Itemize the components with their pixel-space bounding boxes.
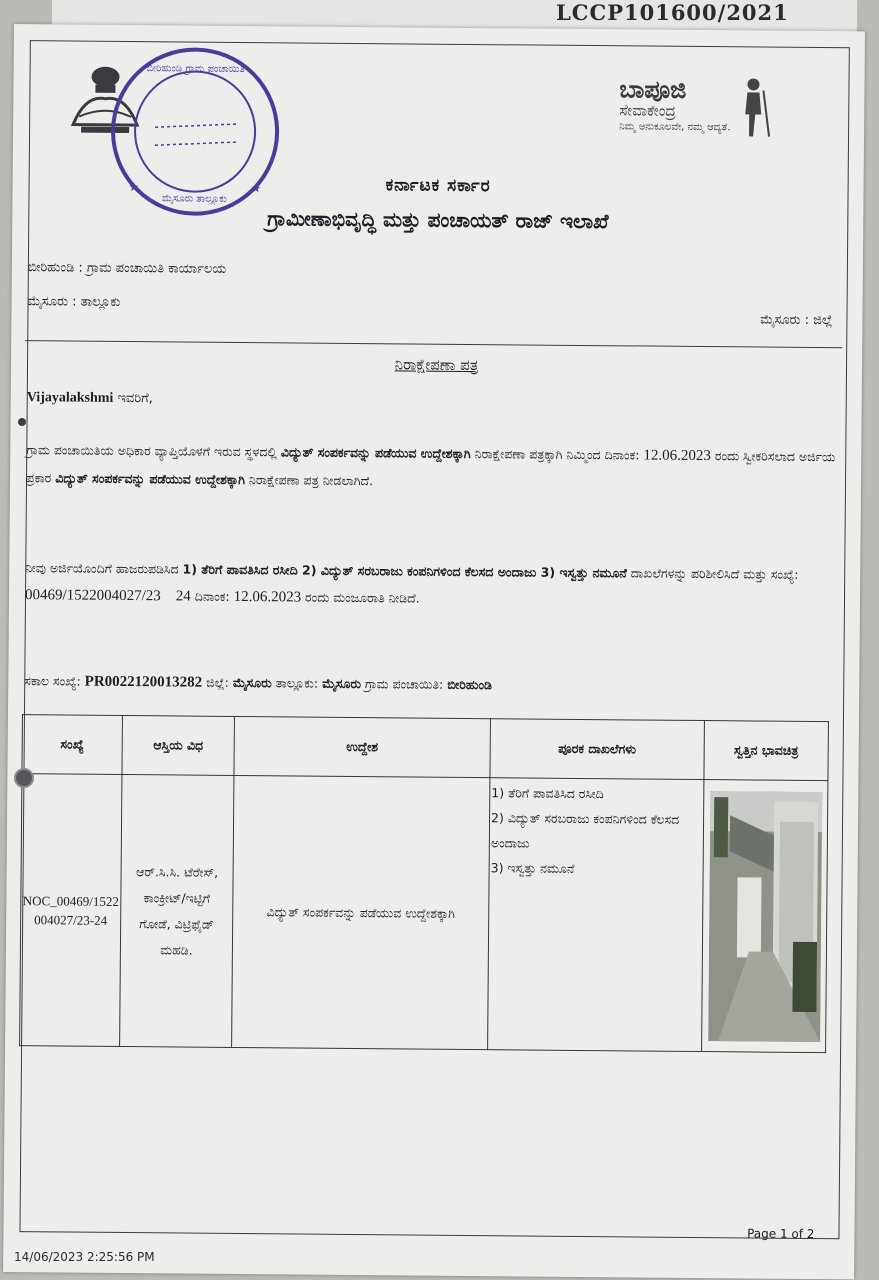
bapuji-seva-kendra-logo xyxy=(619,75,779,133)
brand-tagline: ನಿಮ್ಮ ಅನುಕೂಲವೇ, ನಮ್ಮ ಆದ್ಯತೆ. xyxy=(619,121,731,134)
salutation: Vijayalakshmi ಇವರಿಗೆ, xyxy=(26,390,153,407)
header-property-photo: ಸ್ವತ್ತಿನ ಭಾವಚಿತ್ರ xyxy=(704,721,829,781)
binder-screw xyxy=(14,768,34,788)
svg-text:ಮೈಸೂರು ತಾಲ್ಲೂಕು: ಮೈಸೂರು ತಾಲ್ಲೂಕು xyxy=(162,193,227,205)
doc-item-estimate: 2) ವಿದ್ಯುತ್ ಸರಬರಾಜು ಕಂಪನಿಗಳಿಂದ ಕೆಲಸದ ಅಂದಾಜು xyxy=(490,810,680,851)
panchayat-seal-stamp xyxy=(104,41,286,223)
property-photo xyxy=(708,791,822,1042)
cell-purpose: ವಿದ್ಯುತ್ ಸಂಪರ್ಕವನ್ನು ಪಡೆಯುವ ಉದ್ದೇಶಕ್ಕಾಗಿ xyxy=(232,775,490,1049)
cell-property-type: ಆರ್.ಸಿ.ಸಿ. ಟೆರೇಸ್, ಕಾಂಕ್ರೀಟ್/ಇಟ್ಟಿಗೆ ಗೋಡೆ, ವಿಟ್ರಿಫೈಡ್ ಮಹಡಿ. xyxy=(120,774,234,1047)
print-timestamp: 14/06/2023 2:25:56 PM xyxy=(14,1250,155,1264)
office-line: ಬೀರಿಹುಂಡಿ : ಗ್ರಾಮ ಪಂಚಾಯಿತಿ ಕಾರ್ಯಾಲಯ xyxy=(27,260,227,277)
cell-property-photo xyxy=(702,780,828,1053)
underlying-reference-number: LCCP101600/2021 xyxy=(556,0,789,25)
table-row xyxy=(20,774,828,1053)
brand-name: ಬಾಪೂಜಿ xyxy=(619,75,687,104)
brand-subtitle: ಸೇವಾಕೇಂದ್ರ xyxy=(619,101,676,120)
svg-text:ಬೀರಿಹುಂಡಿ ಗ್ರಾಮ ಪಂಚಾಯಿತಿ: ಬೀರಿಹುಂಡಿ ಗ್ರಾಮ ಪಂಚಾಯಿತಿ xyxy=(146,63,245,76)
government-heading: ಕರ್ನಾಟಕ ಸರ್ಕಾರ xyxy=(385,175,491,197)
page-number: Page 1 of 2 xyxy=(747,1226,815,1242)
doc-item-tax-receipt: 1) ತೆರಿಗೆ ಪಾವತಿಸಿದ ರಸೀದಿ xyxy=(491,785,604,802)
header-property-type: ಆಸ್ತಿಯ ವಿಧ xyxy=(122,715,235,775)
noc-details-table xyxy=(19,714,829,1053)
taluk-line: ಮೈಸೂರು : ತಾಲ್ಲೂಕು xyxy=(27,294,121,310)
document-page xyxy=(3,24,865,1279)
paragraph-application: ಗ್ರಾಮ ಪಂಚಾಯಿತಿಯ ಅಧಿಕಾರ ವ್ಯಾಪ್ತಿಯೊಳಗೆ ಇರುವ ಸ್ಥಳದಲ್ಲಿ ವಿದ್ಯುತ್ ಸಂಪರ್ಕವನ್ನು ಪಡೆಯುವ ಉದ್ದೇಶಕ್ಕಾಗಿ ನಿರಾಕ್ಷೇಪಣಾ ಪತ್ರಕ್ಕಾಗಿ ನಿಮ್ಮಿಂದ ದಿನಾಂಕ: 12.06.2023 ರಂದು ಸ್ವೀಕರಿಸಲಾದ ಅರ್ಜಿಯ ಪ್ರಕಾರ ವಿದ್ಯುತ್ ಸಂಪರ್ಕವನ್ನು ಪಡೆಯುವ ಉದ್ದೇಶಕ್ಕಾಗಿ ನಿರಾಕ್ಷೇಪಣಾ ಪತ್ರ ನೀಡಲಾಗಿದೆ. xyxy=(25,442,836,489)
document-title: ನಿರಾಕ್ಷೇಪಣಾ ಪತ್ರ xyxy=(394,355,479,375)
doc-item-eswathu: 3) ಇಸ್ವತ್ತು ನಮೂನೆ xyxy=(490,860,575,876)
paragraph-documents: ನೀವು ಅರ್ಜಿಯೊಂದಿಗೆ ಹಾಜರುಪಡಿಸಿದ 1) ತೆರಿಗೆ ಪಾವತಿಸಿದ ರಸೀದಿ 2) ವಿದ್ಯುತ್ ಸರಬರಾಜು ಕಂಪನಿಗಳಿಂದ ಕೆಲಸದ ಅಂದಾಜು 3) ಇಸ್ವತ್ತು ನಮೂನೆ ದಾಖಲೆಗಳನ್ನು ಪರಿಶೀಲಿಸಿದೆ ಮತ್ತು ಸಂಖ್ಯೆ: 00469/1522004027/23 24 ದಿನಾಂಕ: 12.06.2023 ರಂದು ಮಂಜೂರಾತಿ ನೀಡಿದೆ. xyxy=(24,560,799,606)
cell-supporting-docs xyxy=(488,778,704,1052)
header-supporting-docs: ಪೂರಕ ದಾಖಲೆಗಳು xyxy=(490,719,705,780)
svg-text:★: ★ xyxy=(128,180,140,195)
paragraph-sakala: ಸಕಾಲ ಸಂಖ್ಯೆ: PR0022120013282 ಜಿಲ್ಲೆ: ಮೈಸೂರು ತಾಲ್ಲೂಕು: ಮೈಸೂರು ಗ್ರಾಮ ಪಂಚಾಯಿತಿ: ಬೀರಿಹುಂಡಿ xyxy=(24,673,493,693)
district-line: ಮೈಸೂರು : ಜಿಲ್ಲೆ xyxy=(760,312,833,329)
header-number: ಸಂಖ್ಯೆ xyxy=(22,715,123,775)
header-purpose: ಉದ್ದೇಶ xyxy=(234,716,491,777)
table-header-row xyxy=(22,715,828,781)
svg-text:★: ★ xyxy=(250,181,262,196)
department-heading: ಗ್ರಾಮೀಣಾಭಿವೃದ್ಧಿ ಮತ್ತು ಪಂಚಾಯತ್ ರಾಜ್ ಇಲಾಖೆ xyxy=(267,206,609,234)
walking-figure-icon xyxy=(733,76,774,138)
cell-noc-number: NOC_00469/1522004027/23-24 xyxy=(20,774,122,1047)
binder-pin xyxy=(18,418,26,426)
